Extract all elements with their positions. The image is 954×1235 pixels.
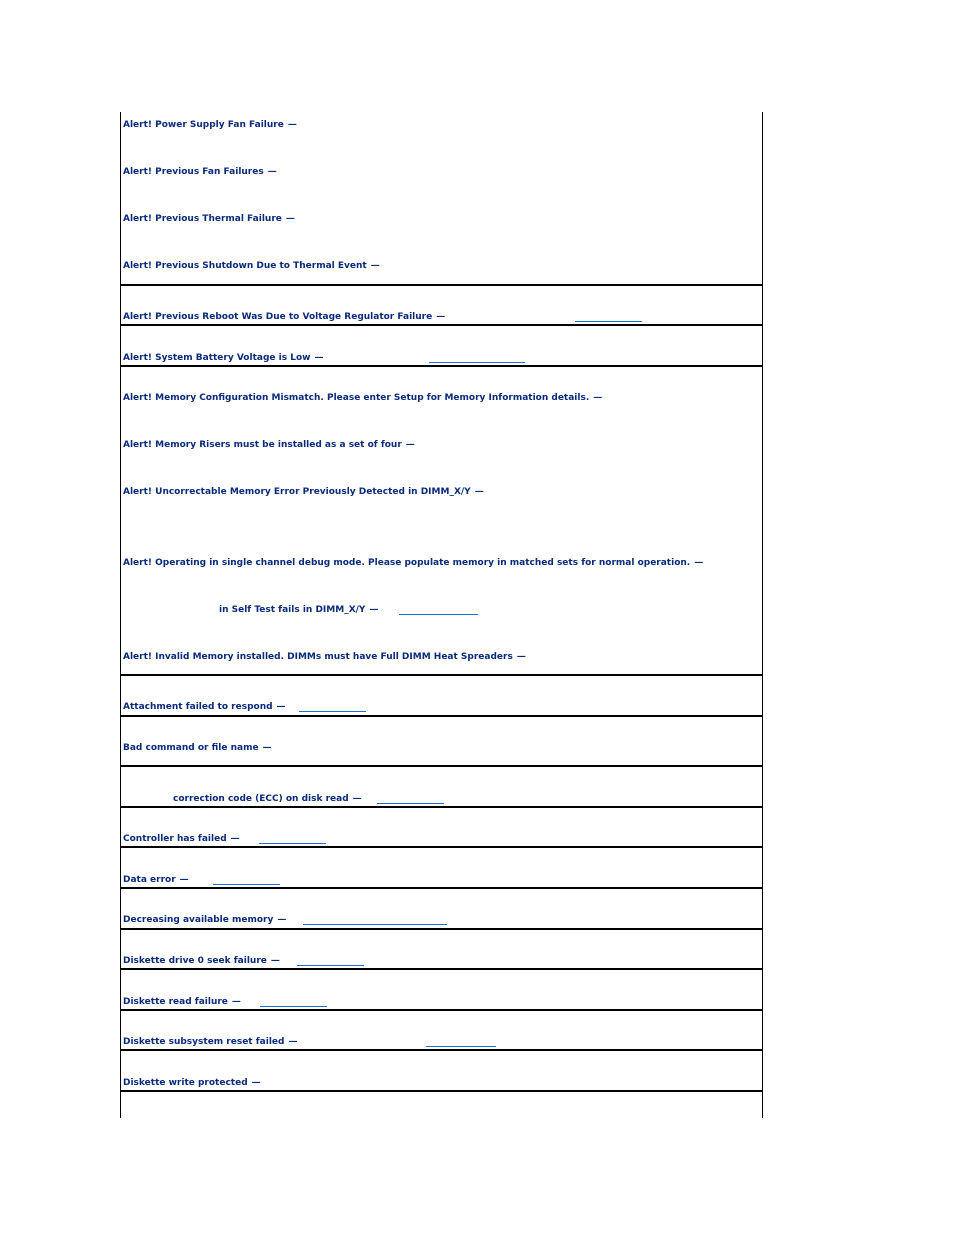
row-divider	[120, 674, 763, 676]
reference-link[interactable]	[299, 711, 366, 712]
error-message: Alert! Previous Shutdown Due to Thermal Event —	[123, 261, 380, 271]
error-message: Diskette write protected —	[123, 1078, 261, 1088]
error-message: Decreasing available memory —	[123, 915, 287, 925]
row-divider	[120, 324, 763, 326]
reference-link[interactable]	[429, 362, 525, 363]
error-message: Data error —	[123, 875, 189, 885]
row-divider	[120, 806, 763, 808]
error-message: Attachment failed to respond —	[123, 702, 286, 712]
error-message: Alert! Previous Thermal Failure —	[123, 214, 295, 224]
reference-link[interactable]	[426, 1046, 496, 1047]
reference-link[interactable]	[377, 803, 444, 804]
error-message: Alert! Memory Risers must be installed as a set of four —	[123, 440, 415, 450]
row-divider	[120, 1049, 763, 1051]
reference-link[interactable]	[297, 965, 364, 966]
reference-link[interactable]	[399, 614, 478, 615]
error-message: Diskette read failure —	[123, 997, 241, 1007]
error-message: Diskette subsystem reset failed —	[123, 1037, 298, 1047]
error-message: Alert! Previous Fan Failures —	[123, 167, 277, 177]
row-divider	[120, 1009, 763, 1011]
error-message: in Self Test fails in DIMM_X/Y —	[219, 605, 379, 615]
row-divider	[120, 284, 763, 286]
error-message: Alert! Operating in single channel debug mode. Please populate memory in matched sets for normal operation. —	[123, 558, 704, 568]
row-divider	[120, 887, 763, 889]
row-divider	[120, 765, 763, 767]
row-divider	[120, 1090, 763, 1092]
row-divider	[120, 928, 763, 930]
reference-link[interactable]	[303, 924, 447, 925]
error-message: Alert! Memory Configuration Mismatch. Please enter Setup for Memory Information details. —	[123, 393, 603, 403]
row-divider	[120, 846, 763, 848]
row-divider	[120, 715, 763, 717]
reference-link[interactable]	[213, 884, 280, 885]
row-divider	[120, 968, 763, 970]
error-message: Diskette drive 0 seek failure —	[123, 956, 280, 966]
error-message: Alert! Power Supply Fan Failure —	[123, 120, 297, 130]
error-message: Alert! System Battery Voltage is Low —	[123, 353, 324, 363]
reference-link[interactable]	[259, 843, 326, 844]
error-message: Alert! Uncorrectable Memory Error Previously Detected in DIMM_X/Y —	[123, 487, 484, 497]
error-message: Bad command or file name —	[123, 743, 272, 753]
error-message: Alert! Previous Reboot Was Due to Voltage Regulator Failure —	[123, 312, 446, 322]
row-divider	[120, 365, 763, 367]
error-message: Alert! Invalid Memory installed. DIMMs must have Full DIMM Heat Spreaders —	[123, 652, 526, 662]
reference-link[interactable]	[260, 1006, 327, 1007]
error-message: Controller has failed —	[123, 834, 240, 844]
reference-link[interactable]	[575, 321, 642, 322]
error-message: correction code (ECC) on disk read —	[173, 794, 362, 804]
